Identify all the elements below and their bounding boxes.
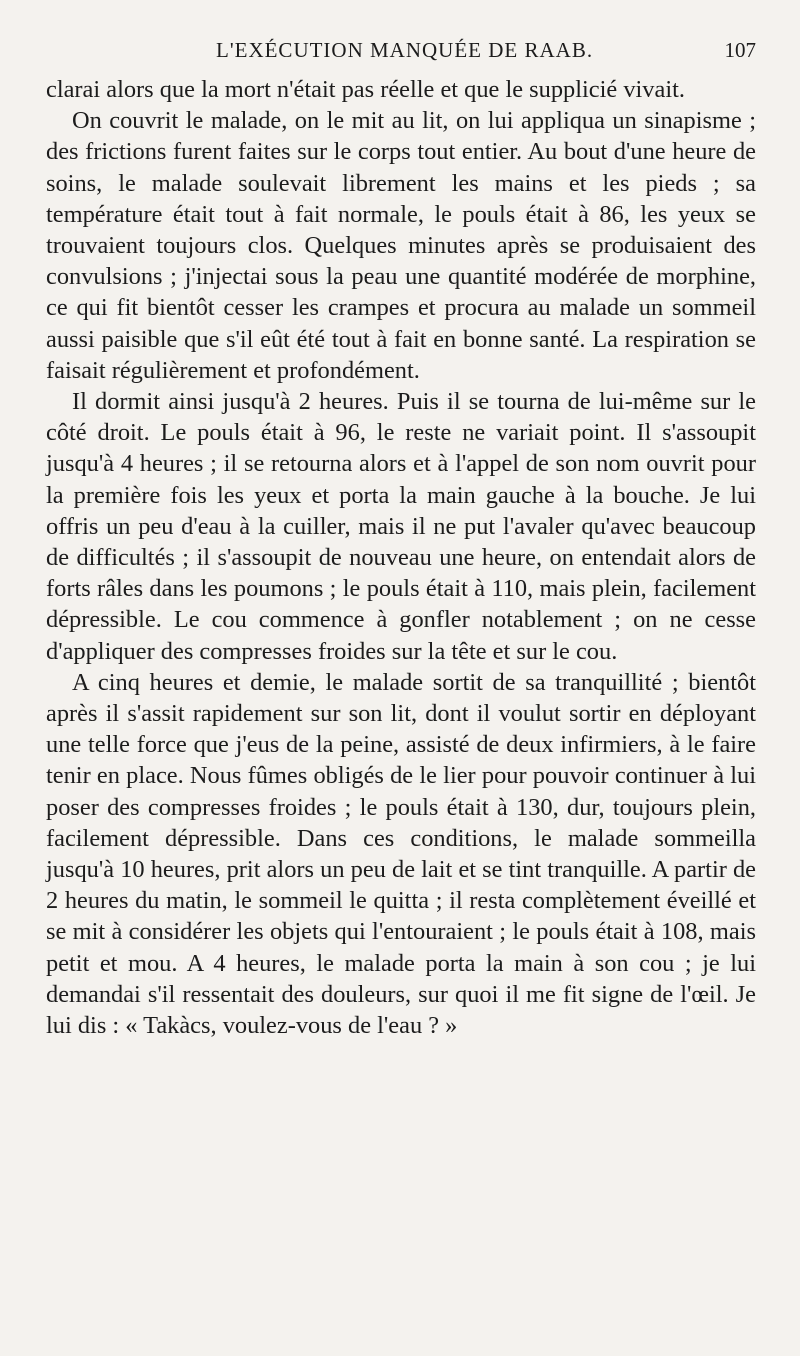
paragraph-continuation: clarai alors que la mort n'était pas réelle et que le supplicié vivait. (46, 76, 685, 103)
body-text (46, 74, 756, 1041)
paragraph: A cinq heures et demie, le malade sortit de sa tranquillité ; bientôt après il s'assit rapidement sur son lit, dont il voulut sortir en déployant une telle force que j'eus de la peine, assisté de deux infirmiers, à le faire tenir en place. Nous fûmes obligés de le lier pour pouvoir continuer à lui poser des compresses froides ; le pouls était à 130, dur, toujours plein, facilement dépressible. Dans ces conditions, le malade sommeilla jusqu'à 10 heures, prit alors un peu de lait et se tint tranquille. A partir de 2 heures du matin, le sommeil le quitta ; il resta complètement éveillé et se mit à considérer les objets qui l'entouraient ; le pouls était à 108, mais petit et mou. A 4 heures, le malade porta la main à son cou ; je lui demandai s'il ressentait des douleurs, sur quoi il me fit signe de l'œil. Je lui dis : « Takàcs, voulez-vous de l'eau ? » (46, 668, 756, 1040)
page-header (46, 32, 756, 62)
page-number: 107 (724, 38, 756, 62)
running-title: L'EXÉCUTION MANQUÉE DE RAAB. (216, 38, 594, 62)
paragraph: On couvrit le malade, on le mit au lit, on lui appliqua un sinapisme ; des frictions furent faites sur le corps tout entier. Au bout d'une heure de soins, le malade soulevait librement les mains et les pieds ; sa température était tout à fait normale, le pouls était à 86, les yeux se trouvaient toujours clos. Quelques minutes après se produisaient des convulsions ; j'injectai sous la peau une quantité modérée de morphine, ce qui fit bientôt cesser les crampes et procura au malade un sommeil aussi paisible que s'il eût été tout à fait en bonne santé. La respiration se faisait régulièrement et profondément. (46, 107, 756, 384)
paragraph: Il dormit ainsi jusqu'à 2 heures. Puis il se tourna de lui-même sur le côté droit. Le pouls était à 96, le reste ne variait point. Il s'assoupit jusqu'à 4 heures ; il se retourna alors et à l'appel de son nom ouvrit pour la première fois les yeux et porta la main gauche à la bouche. Je lui offris un peu d'eau à la cuiller, mais il ne put l'avaler qu'avec beaucoup de difficultés ; il s'assoupit de nouveau une heure, on entendait alors de forts râles dans les poumons ; le pouls était à 110, mais plein, facilement dépressible. Le cou commence à gonfler notablement ; on ne cesse d'appliquer des compresses froides sur la tête et sur le cou. (46, 388, 756, 665)
